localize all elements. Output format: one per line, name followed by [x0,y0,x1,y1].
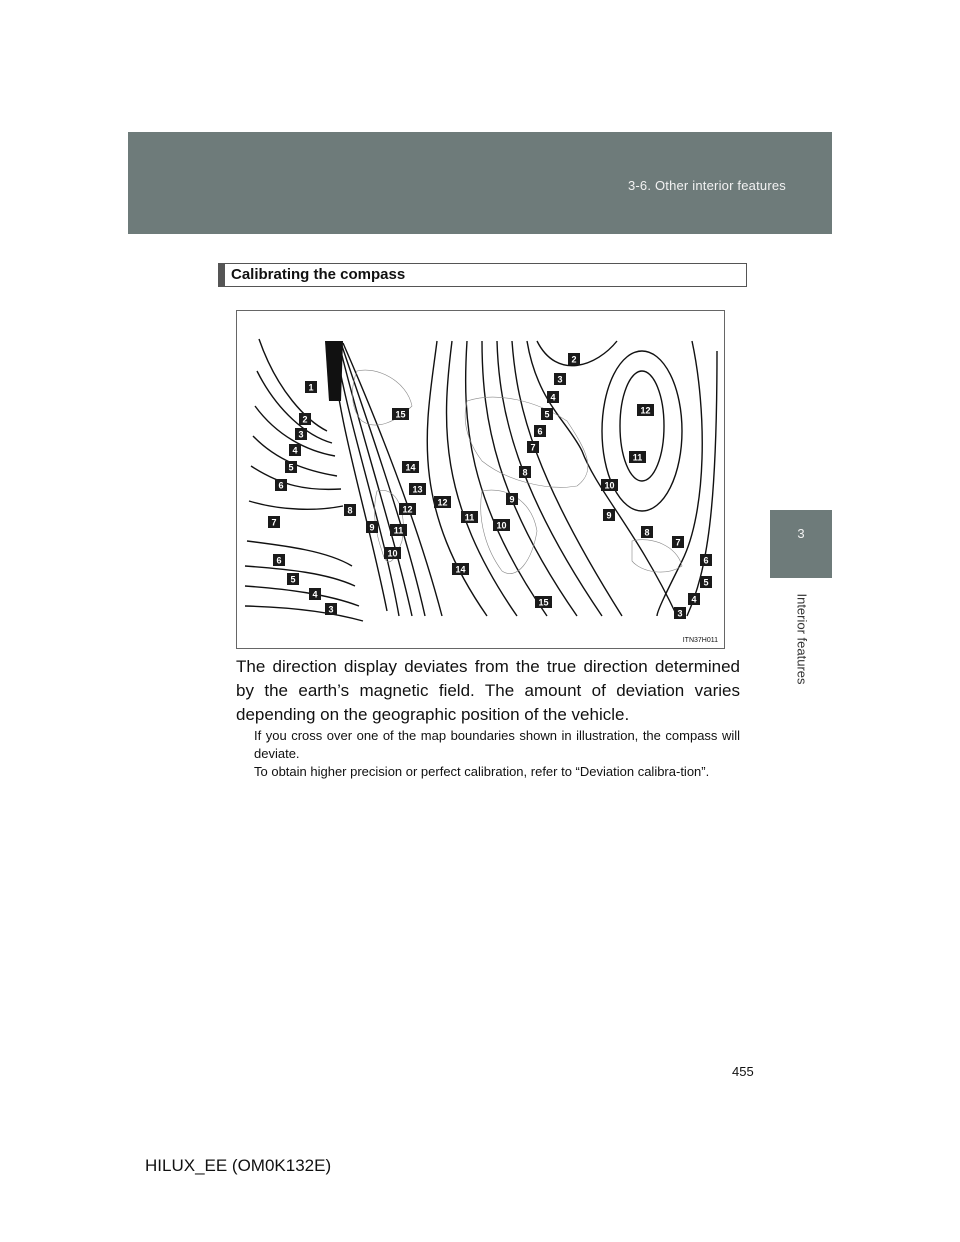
svg-text:7: 7 [675,537,681,548]
svg-text:2: 2 [571,354,577,365]
zone-badge-1 [305,381,317,393]
svg-text:3: 3 [328,604,334,615]
svg-text:9: 9 [606,510,612,521]
section-title: 3-6. Other interior features [627,178,786,193]
zone-badge-12 [399,503,416,515]
zone-badge-9 [366,521,378,533]
zone-badge-5 [700,576,712,588]
page-number: 455 [732,1064,754,1079]
svg-text:10: 10 [496,520,507,531]
header-band [128,132,832,234]
svg-text:6: 6 [537,426,543,437]
svg-text:7: 7 [530,442,536,453]
zone-badge-15 [392,408,409,420]
svg-text:4: 4 [550,392,556,403]
chapter-tab [770,510,832,578]
zone-badge-15 [535,596,552,608]
section-heading [218,263,747,287]
svg-text:3: 3 [298,429,304,440]
zone-badge-6 [273,554,285,566]
svg-text:11: 11 [393,525,404,536]
svg-text:10: 10 [604,480,615,491]
figure-id: ITN37H011 [682,637,718,644]
svg-text:6: 6 [276,555,282,566]
zone-badge-5 [287,573,299,585]
zone-badge-11 [461,511,478,523]
svg-text:8: 8 [644,527,650,538]
svg-text:1: 1 [308,382,314,393]
zone-badge-6 [534,425,546,437]
zone-badge-11 [629,451,646,463]
zone-badge-5 [285,461,297,473]
zone-badge-14 [452,563,469,575]
svg-text:15: 15 [538,597,549,608]
zone-badge-6 [275,479,287,491]
zone-badge-7 [527,441,539,453]
chapter-number: 3 [797,526,805,541]
section-heading-text: Calibrating the compass [231,266,406,283]
magnetic-pole-fan [325,341,343,401]
zone-badge-4 [688,593,700,605]
svg-text:4: 4 [312,589,318,600]
svg-text:4: 4 [691,594,697,605]
svg-text:12: 12 [402,504,413,515]
svg-text:12: 12 [437,497,448,508]
svg-text:8: 8 [522,467,528,478]
zone-badge-3 [325,603,337,615]
svg-text:10: 10 [387,548,398,559]
svg-text:3: 3 [677,608,683,619]
svg-text:7: 7 [271,517,277,528]
continent-outlines [352,370,682,574]
zone-badge-10 [601,479,618,491]
body-paragraph: The direction display deviates from the true direction determined by the earth’s magnetic field. The amount of deviation varies depending on the geographic position of the vehicle. [236,657,740,724]
svg-text:13: 13 [412,484,423,495]
compass-zone-map [236,310,725,649]
zone-badge-7 [268,516,280,528]
zone-badge-10 [493,519,510,531]
svg-text:6: 6 [278,480,284,491]
svg-text:9: 9 [369,522,375,533]
zone-badge-2 [568,353,580,365]
svg-text:9: 9 [509,494,515,505]
zone-badge-2 [299,413,311,425]
svg-text:6: 6 [703,555,709,566]
zone-badge-9 [603,509,615,521]
zone-badge-13 [409,483,426,495]
zone-badge-12 [637,404,654,416]
svg-text:5: 5 [544,409,550,420]
zone-badge-5 [541,408,553,420]
svg-text:11: 11 [464,512,475,523]
note-1: If you cross over one of the map boundaries shown in illustration, the compass will deviate. [254,728,740,761]
zone-badge-8 [641,526,653,538]
zone-badge-8 [519,466,531,478]
svg-text:12: 12 [640,405,651,416]
chapter-label [792,584,812,694]
zone-badge-4 [309,588,321,600]
zone-badge-12 [434,496,451,508]
svg-text:5: 5 [703,577,709,588]
zone-badge-9 [506,493,518,505]
zone-badge-7 [672,536,684,548]
svg-text:8: 8 [347,505,353,516]
footer-code: HILUX_EE (OM0K132E) [145,1156,332,1175]
svg-text:15: 15 [395,409,406,420]
svg-text:3: 3 [557,374,563,385]
zone-badge-11 [390,524,407,536]
zone-badge-4 [547,391,559,403]
svg-text:14: 14 [405,462,416,473]
svg-text:4: 4 [292,445,298,456]
zone-badge-6 [700,554,712,566]
svg-text:14: 14 [455,564,466,575]
chapter-label-text: Interior features [794,593,810,685]
zone-badge-10 [384,547,401,559]
zone-badge-8 [344,504,356,516]
zone-badge-3 [295,428,307,440]
zone-badge-3 [674,607,686,619]
svg-text:11: 11 [632,452,643,463]
map-illustration [237,311,724,648]
svg-text:2: 2 [302,414,308,425]
note-2: To obtain higher precision or perfect calibration, refer to “Deviation calibra-tion”. [254,764,710,779]
zone-badge-4 [289,444,301,456]
svg-text:5: 5 [290,574,296,585]
zone-badge-14 [402,461,419,473]
svg-text:5: 5 [288,462,294,473]
zone-badge-3 [554,373,566,385]
